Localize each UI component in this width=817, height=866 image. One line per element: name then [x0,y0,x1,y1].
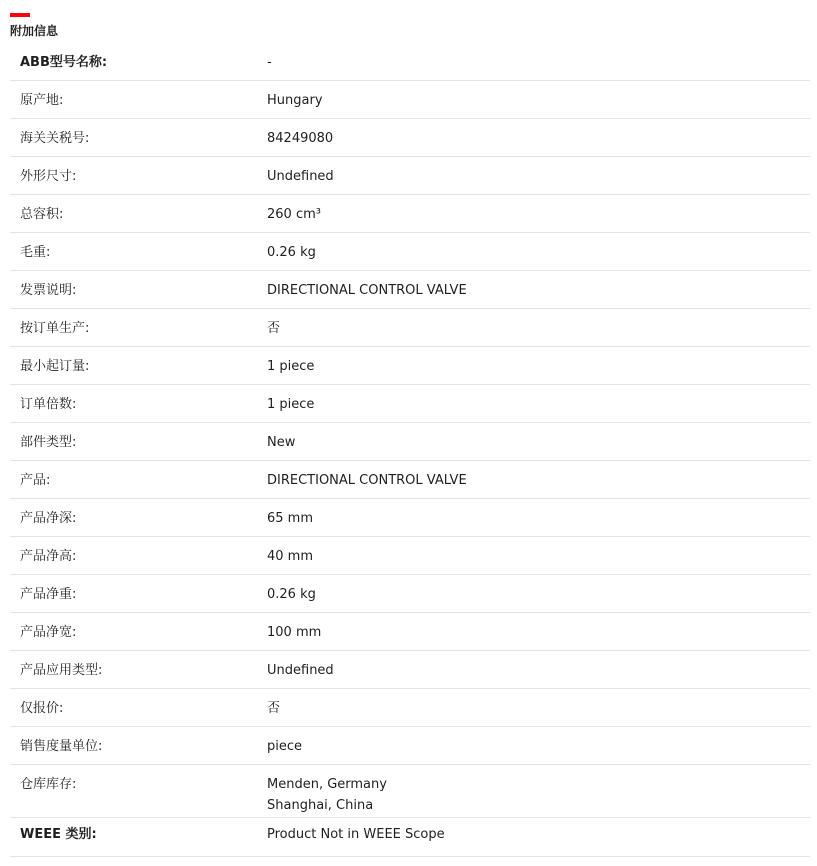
spec-row-gross-volume [10,195,810,233]
spec-value: New [267,435,296,450]
spec-value [267,777,810,817]
spec-value: 0.26 kg [267,587,316,602]
additional-info-section [10,13,810,857]
spec-value: DIRECTIONAL CONTROL VALVE [267,473,467,488]
spec-label: 销售度量单位: [20,739,103,754]
spec-label: WEEE 类别: [20,827,97,842]
spec-label: 仅报价: [20,701,64,716]
warehouse-location: Shanghai, China [267,798,374,813]
spec-row-dimensions [10,157,810,195]
spec-value: piece [267,739,303,754]
spec-value: 84249080 [267,131,334,146]
spec-value: 0.26 kg [267,245,316,260]
spec-label: 产品净高: [20,549,77,564]
section-accent-bar [10,13,30,17]
spec-row-product-net-weight [10,575,810,613]
spec-row-product-net-width [10,613,810,651]
spec-row-minimum-order-quantity [10,347,810,385]
spec-row-country-of-origin [10,81,810,119]
spec-value: Undefined [267,169,334,184]
spec-row-product-net-depth [10,499,810,537]
spec-value: DIRECTIONAL CONTROL VALVE [267,283,467,298]
warehouse-location: Menden, Germany [267,777,387,792]
spec-label: 最小起订量: [20,359,90,374]
spec-row-customs-tariff-number [10,119,810,157]
spec-label: 外形尺寸: [20,169,77,184]
spec-label: 总容积: [20,207,64,222]
spec-value: 否 [267,701,281,716]
section-title: 附加信息 [10,24,59,38]
spec-label: ABB型号名称: [20,55,108,70]
spec-value: 100 mm [267,625,322,640]
spec-row-product [10,461,810,499]
spec-label: 原产地: [20,93,64,108]
spec-value: - [267,55,272,70]
spec-value: 260 cm³ [267,207,321,222]
spec-row-part-type [10,423,810,461]
spec-value: 40 mm [267,549,314,564]
spec-row-abb-model-name [10,43,810,81]
spec-label: 订单倍数: [20,397,77,412]
spec-label: 毛重: [20,245,51,260]
spec-row-order-multiple [10,385,810,423]
spec-row-quote-only [10,689,810,727]
spec-value: Hungary [267,93,323,108]
spec-row-invoice-description [10,271,810,309]
spec-row-gross-weight [10,233,810,271]
spec-row-made-to-order [10,309,810,347]
spec-label: 发票说明: [20,283,77,298]
spec-value: 1 piece [267,359,315,374]
spec-value: 1 piece [267,397,315,412]
spec-label: 产品净深: [20,511,77,526]
spec-row-product-net-height [10,537,810,575]
spec-row-weee-category [10,818,810,857]
spec-row-stocked-at [10,765,810,818]
spec-value: Undefined [267,663,334,678]
spec-row-product-application-type [10,651,810,689]
spec-label: 按订单生产: [20,321,90,336]
spec-label: 产品净重: [20,587,77,602]
spec-label: 仓库库存: [20,777,77,792]
spec-label: 产品净宽: [20,625,77,640]
spec-label: 产品应用类型: [20,663,103,678]
spec-value: Product Not in WEEE Scope [267,827,445,842]
spec-label: 海关关税号: [20,131,90,146]
spec-value: 65 mm [267,511,314,526]
spec-list [10,43,810,857]
spec-label: 产品: [20,473,51,488]
spec-row-selling-unit [10,727,810,765]
spec-value: 否 [267,321,281,336]
spec-label: 部件类型: [20,435,77,450]
